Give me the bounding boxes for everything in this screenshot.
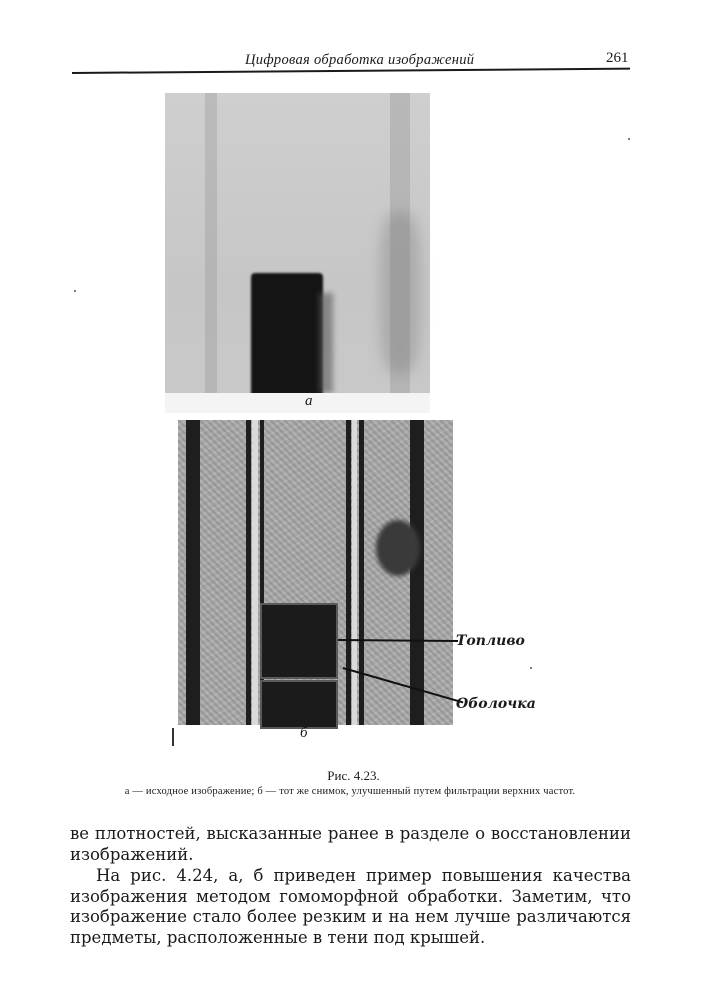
fuel-halo <box>319 293 333 393</box>
figure-label-a: a <box>305 393 313 409</box>
rod-dark <box>246 420 251 725</box>
rod-light <box>352 420 357 725</box>
photo-haze <box>380 213 420 373</box>
running-title: Цифровая обработка изображений <box>245 52 475 68</box>
body-paragraph-text: На рис. 4.24, a, б приведен пример повышения качества изображения методом гомоморфной обработки. Заметим, что изображение стало более резким и на нем лучше различаются предметы, расположенные в тени под крышей. <box>70 866 631 947</box>
fuel-pellet-image-a <box>251 273 323 395</box>
rod-dark <box>346 420 351 725</box>
figure-panel-a <box>165 93 430 413</box>
rod-dark <box>186 420 200 725</box>
dark-circle <box>376 520 420 576</box>
photo-band <box>205 93 217 393</box>
figure-caption-title: Рис. 4.23. <box>327 768 380 783</box>
callout-label-fuel: Топливо <box>456 633 525 649</box>
scan-speck <box>74 290 76 292</box>
fuel-pellet-upper <box>260 603 338 679</box>
figure-panel-b <box>178 420 453 725</box>
fuel-pellet-lower <box>260 680 338 729</box>
panel-bottom-strip <box>165 393 430 413</box>
figure-label-b: б <box>300 725 308 741</box>
scan-speck <box>530 667 532 669</box>
rod-dark <box>410 420 424 725</box>
body-paragraph-continued: ве плотностей, высказанные ранее в разделе о восстановлении изображений. <box>70 824 631 864</box>
rod-light <box>252 420 258 725</box>
page-number: 261 <box>606 50 629 66</box>
scan-speck <box>628 138 630 140</box>
figure-caption-text: a — исходное изображение; б — тот же снимок, улучшенный путем фильтрации верхних частот. <box>124 786 576 797</box>
panel-b-marker <box>172 728 174 746</box>
body-paragraph <box>70 866 631 948</box>
rod-dark <box>359 420 364 725</box>
callout-label-cladding: Оболочка <box>456 696 536 712</box>
